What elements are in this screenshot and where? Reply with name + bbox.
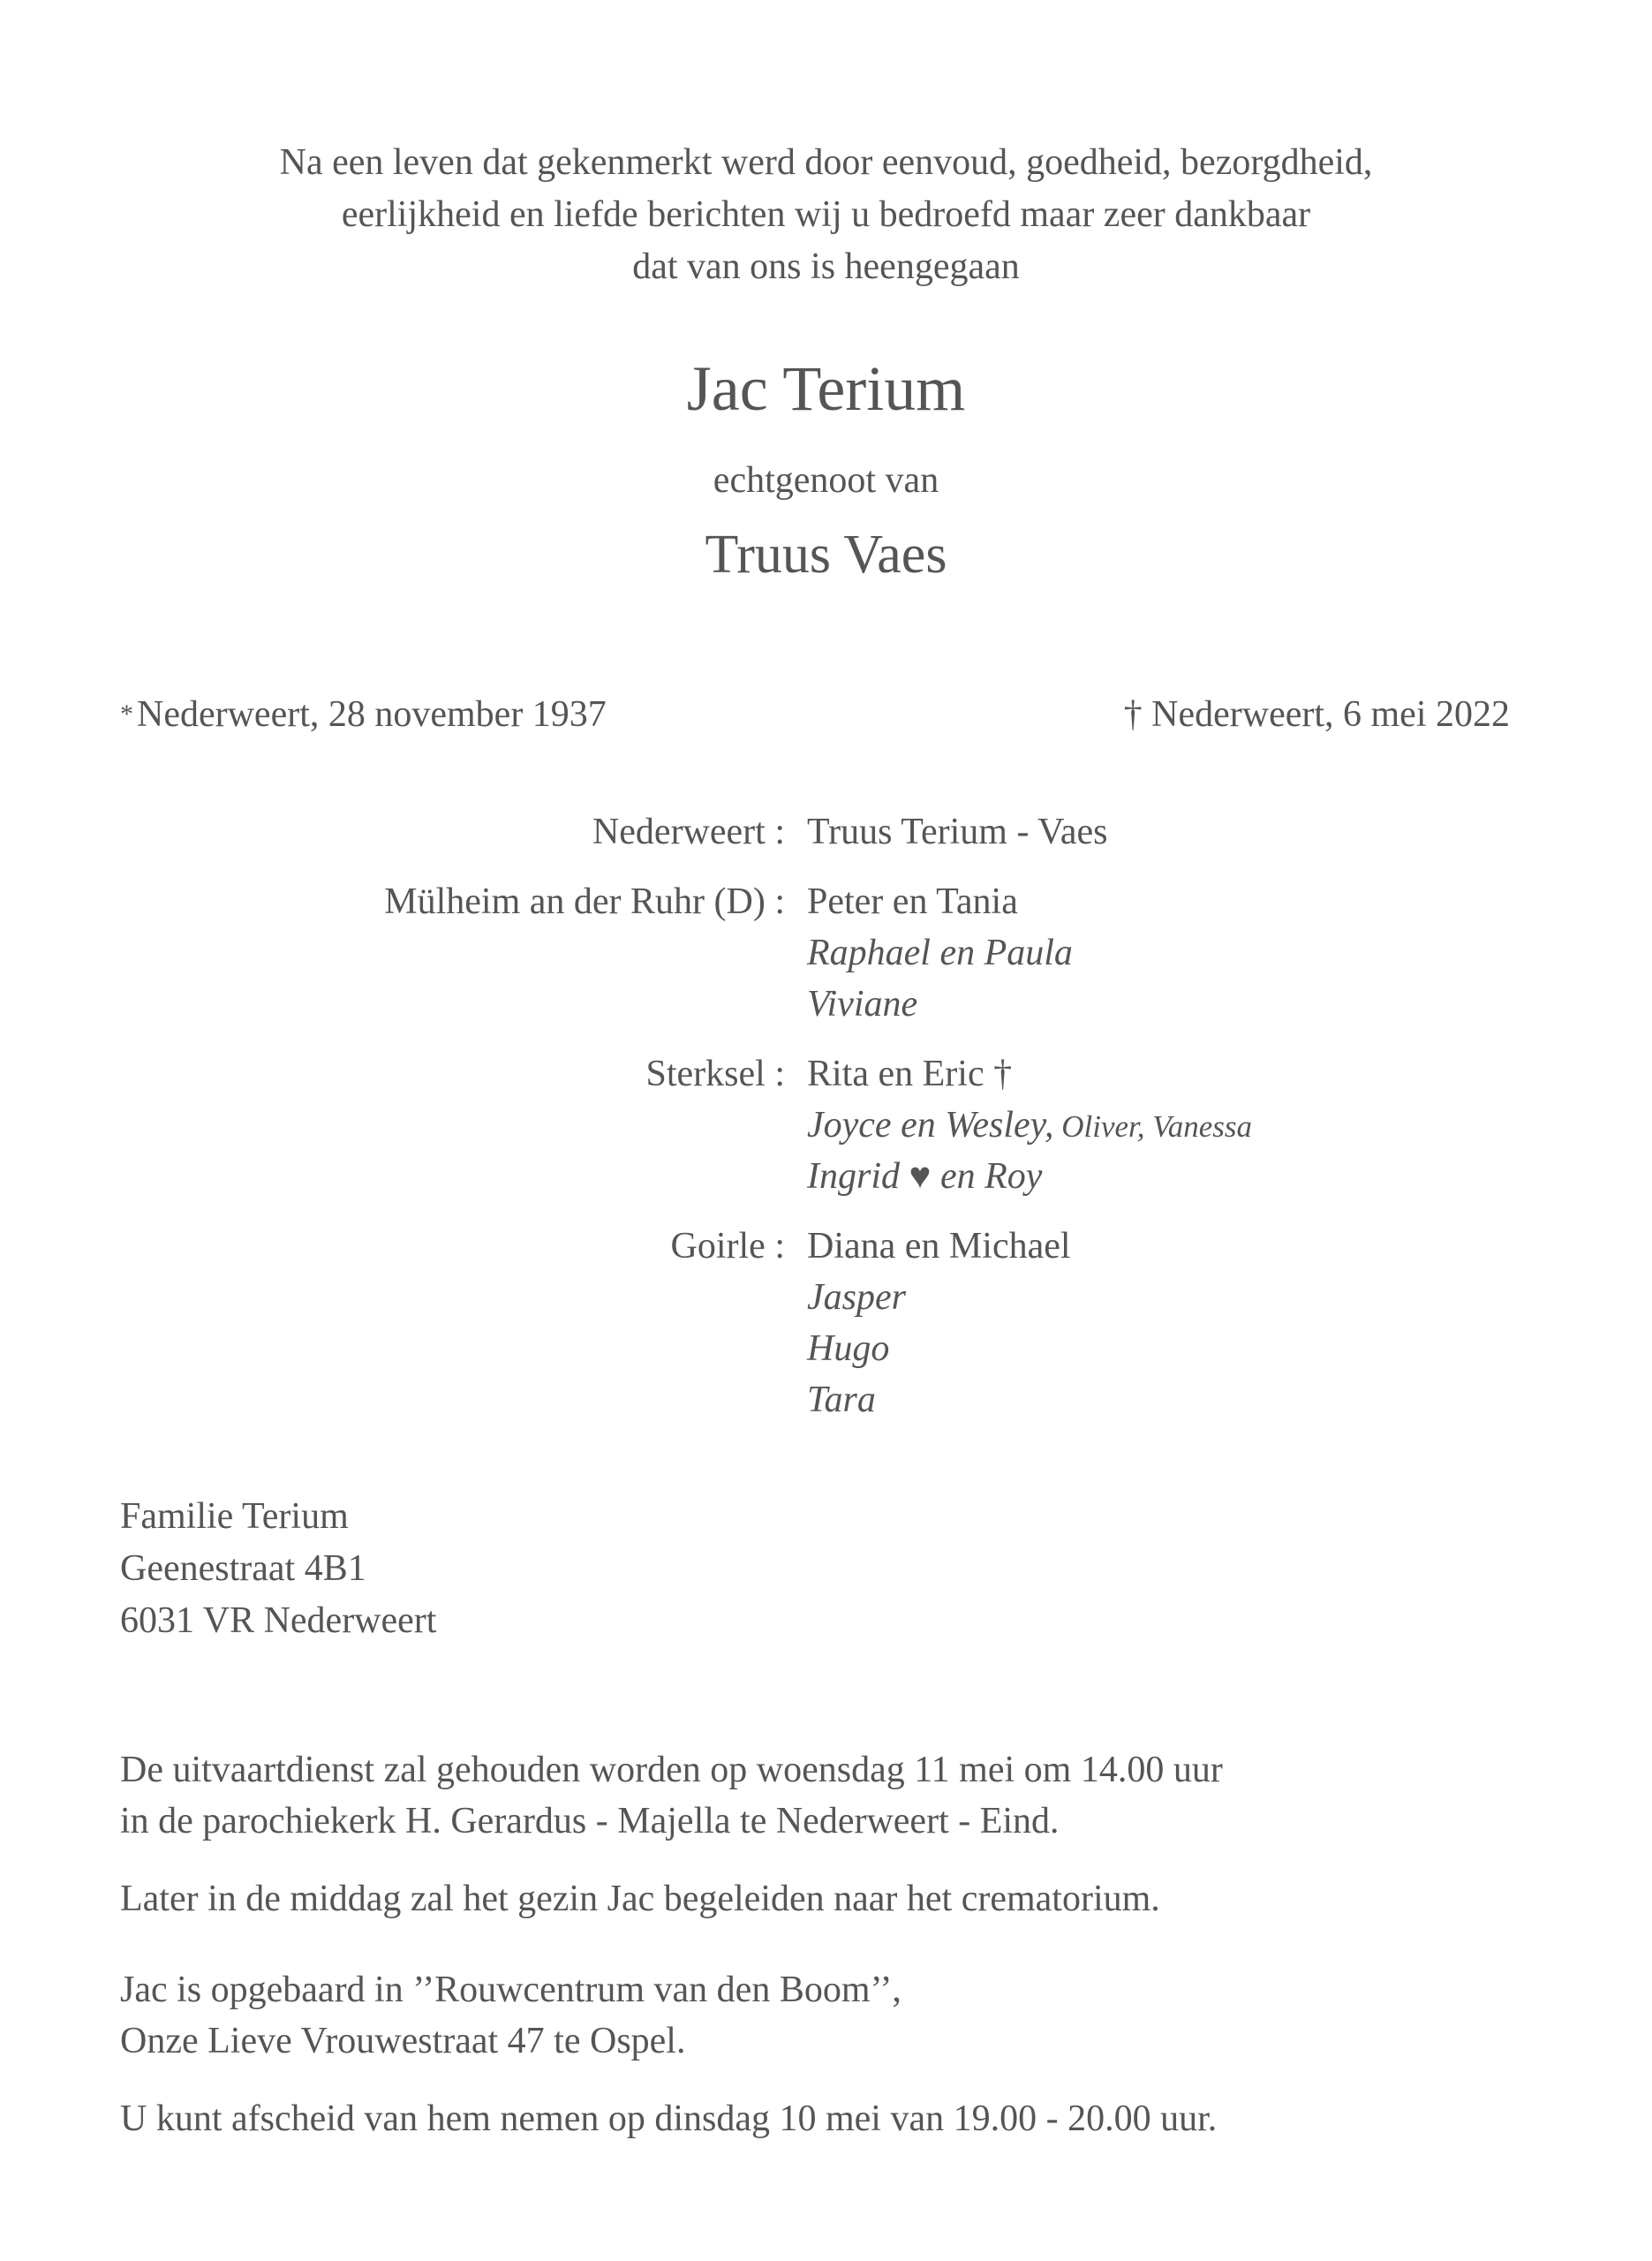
relation-text: echtgenoot van [713, 460, 939, 501]
address-line: Geenestraat 4B1 [120, 1548, 366, 1589]
birth-star-icon: * [120, 699, 133, 729]
family-child-main: Joyce en Wesley, [807, 1105, 1054, 1146]
family-child: Viviane [807, 984, 918, 1025]
family-names: Truus Terium - Vaes [807, 812, 1108, 852]
family-child-small: Oliver, Vanessa [1053, 1109, 1253, 1144]
service-line: De uitvaartdienst zal gehouden worden op woensdag 11 mei om 14.00 uur [120, 1750, 1223, 1790]
family-list [0, 806, 1652, 1444]
intro-line-2: eerlijkheid en liefde berichten wij u bedroefd maar zeer dankbaar [341, 194, 1311, 235]
crematorium-paragraph: Later in de middag zal het gezin Jac begeleiden naar het crematorium. [120, 1879, 1160, 1919]
family-address [120, 1491, 436, 1647]
laid-out-line: Jac is opgebaard in ’’Rouwcentrum van den Boom’’, [120, 1970, 901, 2010]
family-child: Raphael en Paula [807, 933, 1073, 973]
spouse-name: Truus Vaes [705, 525, 947, 585]
address-line: 6031 VR Nederweert [120, 1600, 437, 1641]
family-group-goirle [0, 1221, 1652, 1425]
service-line: in de parochiekerk H. Gerardus - Majella te Nederweert - Eind. [120, 1801, 1060, 1841]
family-place: Mülheim an der Ruhr (D) : [384, 881, 785, 922]
family-child: Jasper [807, 1277, 906, 1318]
family-place: Nederweert : [592, 812, 785, 852]
family-group-sterksel [0, 1048, 1652, 1202]
intro-line-1: Na een leven dat gekenmerkt werd door eenvoud, goedheid, bezorgdheid, [279, 142, 1373, 183]
birth-date [120, 690, 607, 739]
family-child: Tara [807, 1380, 876, 1420]
family-place: Sterksel : [645, 1054, 785, 1094]
deceased-name: Jac Terium [686, 353, 966, 424]
intro-line-3: dat van ons is heengegaan [632, 246, 1020, 287]
intro-text [0, 137, 1652, 293]
family-names: Rita en Eric † [807, 1054, 1013, 1094]
family-place: Goirle : [670, 1226, 785, 1267]
laid-out-paragraph [120, 1964, 901, 2067]
family-group-nederweert [0, 806, 1652, 858]
laid-out-line: Onze Lieve Vrouwestraat 47 te Ospel. [120, 2021, 686, 2061]
family-names: Diana en Michael [807, 1226, 1071, 1267]
family-names: Peter en Tania [807, 881, 1018, 922]
family-group-mulheim [0, 876, 1652, 1030]
family-child [807, 1100, 1652, 1151]
address-line: Familie Terium [120, 1496, 349, 1537]
farewell-paragraph: U kunt afscheid van hem nemen op dinsdag 10 mei van 19.00 - 20.00 uur. [120, 2098, 1218, 2139]
birth-text: Nederweert, 28 november 1937 [137, 694, 607, 735]
service-paragraph [120, 1744, 1223, 1847]
family-child: Ingrid ♥ en Roy [807, 1156, 1043, 1197]
death-date: † Nederweert, 6 mei 2022 [1123, 694, 1510, 735]
family-child: Hugo [807, 1328, 890, 1369]
